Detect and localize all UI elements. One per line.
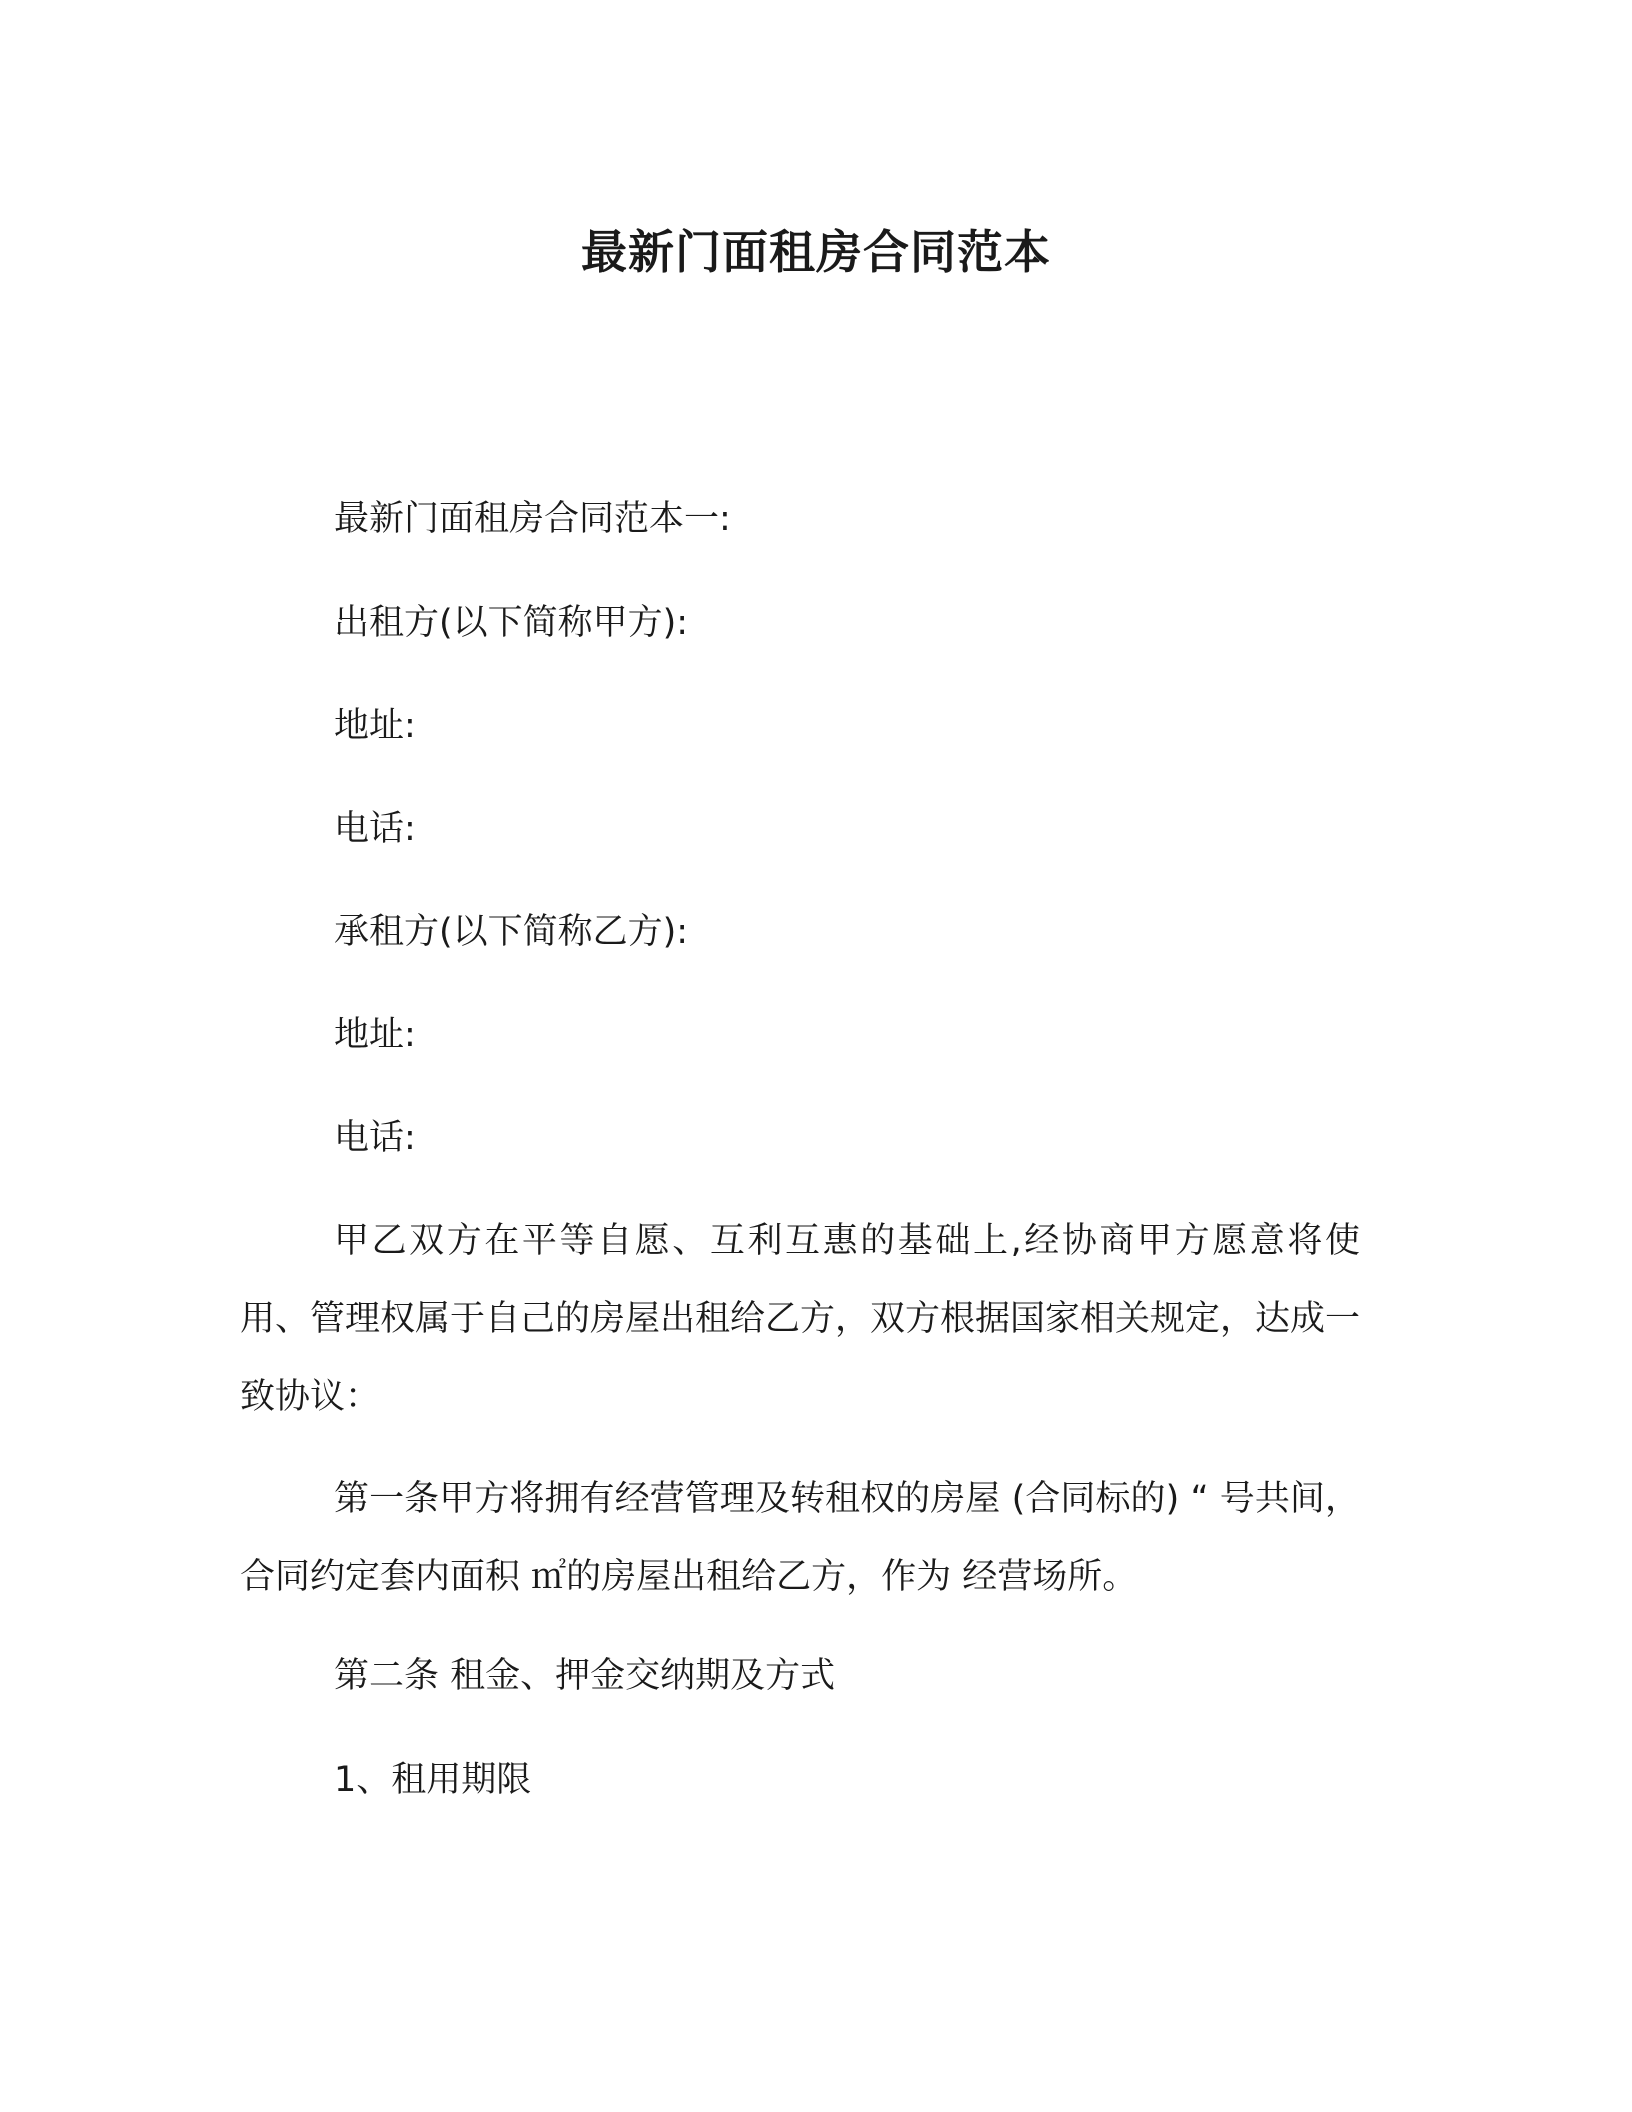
lessee-phone-label: 电话: bbox=[334, 1118, 416, 1158]
section-heading: 最新门面租房合同范本一: bbox=[334, 499, 731, 539]
article-2-heading: 第二条 租金、押金交纳期及方式 bbox=[334, 1656, 836, 1696]
lessee-label: 承租方(以下简称乙方): bbox=[334, 912, 689, 952]
preamble-paragraph: 甲乙双方在平等自愿、互利互惠的基础上,经协商甲方愿意将使用、管理权属于自己的房屋出租给乙方，双方根据国家相关规定，达成一致协议： bbox=[240, 1221, 1361, 1417]
document-title: 最新门面租房合同范本 bbox=[581, 225, 1051, 279]
lessee-address-label: 地址: bbox=[334, 1015, 416, 1055]
lessor-label: 出租方(以下简称甲方): bbox=[334, 603, 689, 643]
lessor-phone-label: 电话: bbox=[334, 809, 416, 849]
article-1-paragraph: 第一条甲方将拥有经营管理及转租权的房屋 (合同标的) “ 号共间，合同约定套内面积 ㎡的房屋出租给乙方，作为 经营场所。 bbox=[240, 1479, 1360, 1597]
lessor-address-label: 地址: bbox=[334, 706, 416, 746]
item-1-heading: 1、租用期限 bbox=[334, 1760, 532, 1800]
